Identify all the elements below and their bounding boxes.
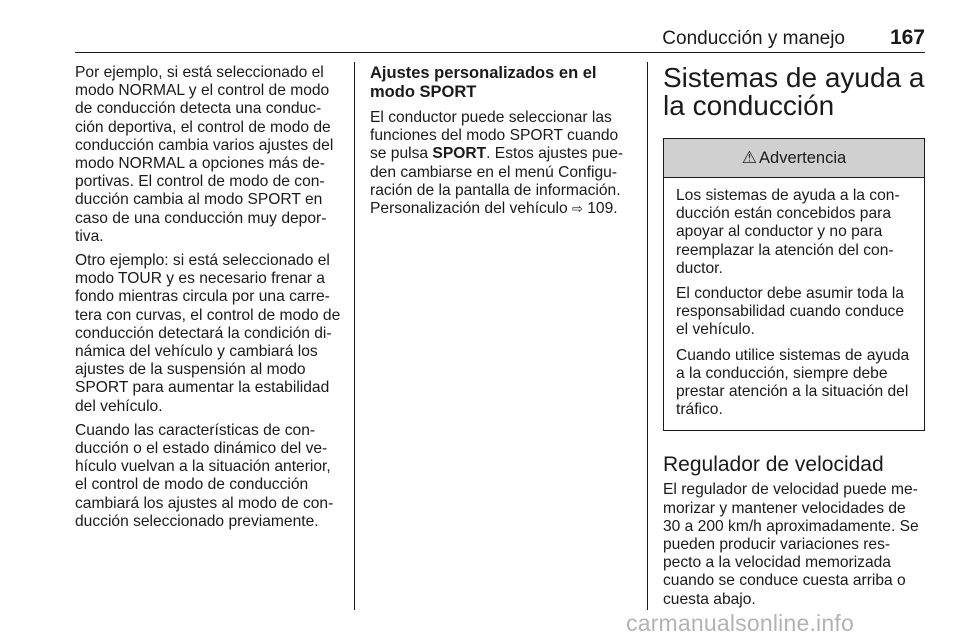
warning-box [663,138,925,431]
column-2 [370,64,632,224]
warning-title: Advertencia [759,148,847,167]
paragraph: Los sistemas de ayuda a la con-ducción están concebidos para apoyar al conductor y no para reemplazar la atención del con-ductor. [676,187,900,277]
section-heading: Regulador de velocidad [663,453,884,477]
paragraph: Por ejemplo, si está seleccionado el modo NORMAL y el control de modo de conducción detecta una conduc-ción deportiva, el control de modo de conducción cambia varios ajustes del modo NORMAL a opciones más de-portivas. El control de modo de con-ducción cambia al modo SPORT en caso de una conducción muy depor-tiva. [75,64,334,245]
paragraph: Cuando utilice sistemas de ayuda a la conducción, siempre debe prestar atención a la situación del tráfico. [676,346,910,419]
paragraph [370,109,632,218]
column-1 [75,64,341,537]
section-title: Conducción y manejo [662,28,845,49]
column-divider-2 [647,62,648,610]
warning-header [664,139,924,178]
chapter-heading: Sistemas de ayuda a la conducción [663,62,925,121]
crossref-text: Personalización del vehículo [370,200,572,218]
button-name-sport: SPORT [432,145,487,163]
crossref-arrow-icon: ⇨ [571,201,583,217]
column-3 [663,64,925,615]
header-divider [75,52,925,53]
warning-triangle-icon: ⚠ [741,147,758,167]
paragraph: El regulador de velocidad puede me-morizar y mantener velocidades de 30 a 200 km/h aproximadamente. Se pueden producir variaciones res-pecto a la velocidad memorizada cuando se conduce cuesta arriba o cuesta abajo. [663,481,919,608]
page-number: 167 [889,26,925,49]
page-header [75,24,925,52]
column-divider-1 [354,62,355,610]
section-heading: Ajustes personalizados en el modo SPORT [370,64,597,101]
paragraph: Otro ejemplo: si está seleccionado el modo TOUR y es necesario frenar a fondo mientras circula por una carre-tera con curvas, el control de modo de conducción detectará la condición di-námica del vehículo y cambiará los ajustes de la suspensión al modo SPORT para aumentar la estabilidad del vehículo. [75,252,341,415]
paragraph: El conductor debe asumir toda la responsabilidad cuando conduce el vehículo. [676,285,905,339]
crossref-page: 109. [582,200,618,218]
paragraph-text: . Estos ajustes pue-den cambiarse en el menú Configu-ración de la pantalla de información. [370,145,624,199]
warning-body [664,178,924,430]
watermark: carmanualsonline.info [626,610,854,636]
paragraph: Cuando las características de con-ducción o el estado dinámico del ve-hículo vuelvan a la situación anterior, el control de modo de conducción cambiará los ajustes al modo de con-ducción seleccionado previamente. [75,421,334,530]
paragraph-text: El conductor puede seleccionar las funciones del modo SPORT cuando se pulsa [370,109,619,163]
